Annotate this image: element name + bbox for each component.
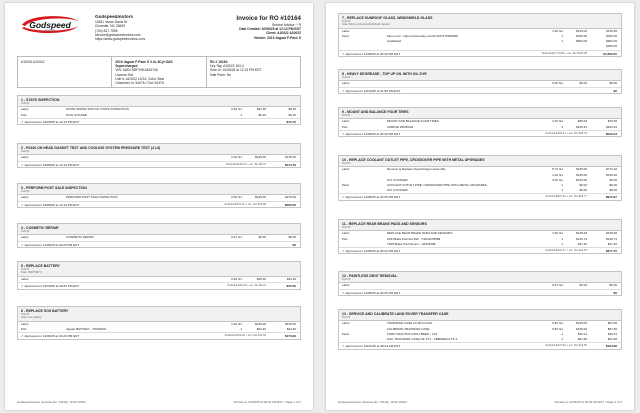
line-rate: $135.00 (576, 177, 587, 182)
job-section (338, 107, 622, 137)
job-note: Tech R (342, 315, 351, 319)
line-hours: 0.00 hrs (552, 177, 563, 182)
vehicle-line: VIN: SADCM2FV9KA616746 (115, 68, 158, 73)
line-description: ATE Brake Pad Set RW - T4D41678589 (387, 236, 441, 241)
vehicle-line: Unit #: A10022 10/14; Color: Blue (115, 76, 165, 81)
checkmark-icon: ✓ (342, 131, 346, 136)
line-description: REPLACE REAR BRAKE PADS AND SENSORS (387, 231, 453, 236)
approval-text: Approved on 11/06/25 at 04:20 PM EST (345, 290, 401, 295)
line-description: TRW Brake Pad Sensor - LR036788 (387, 241, 436, 246)
job-title: 7 - REPLACE SUNROOF GLASS, WINDSHIELD GLASS (342, 15, 433, 20)
job-header (18, 184, 300, 195)
date-created: Date Created: 10/08/25 at 12:13 PM EDT (239, 27, 301, 32)
line-hours: 1.00 hrs (231, 155, 242, 160)
line-rate: $35.00 (577, 119, 587, 124)
line-amount: $0.00 (609, 177, 617, 182)
line-amount: $0.00 (288, 235, 296, 240)
line-rate: $47.40 (577, 241, 587, 246)
shop-name: Godspeedmotors (95, 15, 134, 19)
job-footer (339, 130, 621, 137)
line-amount: $70.00 (607, 119, 617, 124)
approval-text: Approved on 11/06/25 at 04:20 PM EST (345, 131, 401, 136)
line-amount: $6.25 (288, 112, 296, 117)
job-total: $1,899.20 (603, 51, 617, 56)
checkmark-icon: ✓ (21, 284, 25, 288)
page-footer (17, 400, 301, 404)
approval-text: Approved on 10/08/25 at 12:14 PM EST (24, 119, 80, 124)
line-amount: $0.00 (609, 182, 617, 187)
line-rate: $900.00 (576, 39, 587, 44)
job-title: 13 - SERVICE AND CALIBRATE LAND ROVER TRANSFER CASE (342, 311, 449, 316)
shop-info (95, 15, 145, 41)
job-title: 2 - P0340 ON HEAD GASKET TEST AND COOLING SYSTEM PRESSURE TEST (4 L6) (21, 145, 161, 150)
job-section (17, 183, 301, 208)
line-description: windshield (387, 39, 402, 44)
job-title: 10 - REPLACE COOLANT OUTLET PIPE, CROSSOVER PIPE WITH METAL UPGRADES (342, 157, 485, 162)
line-amount: $270.00 (285, 195, 296, 200)
line-rate: $24.40 (256, 327, 266, 331)
line-hours: 4 (561, 124, 563, 129)
job-section (338, 69, 622, 94)
line-amount: $33.25 (286, 276, 296, 281)
job-total: $289.58 (284, 202, 296, 207)
approval-text: Approved on 11/06/25 at 04:20 PM EST (24, 242, 80, 247)
job-title: 1 - STATE INSPECTION (21, 97, 60, 102)
checkmark-icon: ✓ (21, 242, 25, 247)
checkmark-icon: ✓ (21, 202, 25, 207)
vehicle-line: License N/A (115, 72, 134, 77)
line-rate: $135.00 (576, 231, 587, 236)
job-note: Tech R (342, 225, 351, 229)
job-header (18, 144, 300, 155)
logo-text: Godspeed (29, 19, 71, 30)
job-title: 5 - REPLACE BATTERY (21, 263, 60, 268)
job-title: 3 - PERFORM POST SALE INSPECTION (21, 185, 87, 190)
line-hours: 0.01 hrs (231, 235, 242, 240)
line-hours: 2.00 hrs (231, 195, 242, 200)
checkmark-icon: ✓ (342, 344, 346, 349)
line-hours: 0.30 hrs (231, 107, 242, 112)
job-header (339, 70, 621, 81)
line-type: Part (21, 327, 27, 331)
line-description: Moon roof - https://www.ebay.com/itm/157175250958 (387, 34, 458, 38)
job-note: Tech R (342, 19, 351, 23)
line-description: Remove & Replace Supercharger Assembly (387, 167, 446, 172)
job-subtotal-tax: Subtotal $135.00 + est. Tax $9.79 (225, 162, 266, 166)
line-description: CALIBRATE TRANSFER CASE (387, 326, 430, 331)
approval-text: Approved on 10/16/25 at 01:58 PM EST (345, 88, 401, 93)
job-total: $15.70 (286, 119, 296, 124)
line-hours: 1 (561, 34, 563, 38)
line-description: TRANSFER CASE FLUID FLUSH (387, 321, 433, 326)
shop-address-line-2: Charlotte, NC 28269 (95, 24, 126, 29)
line-hours: 2.00 hrs (552, 119, 563, 124)
checkmark-icon: ✓ (342, 88, 346, 93)
vehicle-line: 2019 Jaguar F-Pace S 3.0L 6Cyl GAS (115, 60, 173, 64)
job-total: $377.70 (605, 248, 617, 253)
job-footer (339, 87, 621, 94)
ro-line: RO # 10164 (209, 60, 228, 64)
line-amount: $135.00 (606, 172, 617, 177)
line-description: O/C COUPLER (387, 177, 408, 182)
ro-line: Sale Psrtn: No (209, 72, 231, 77)
line-description: Jaguar BATTERY - T2N26604 (66, 327, 107, 331)
job-footer (339, 50, 621, 57)
job-note: Tech R (21, 101, 30, 105)
service-advisor: Service Advisor: * R (271, 23, 301, 27)
line-rate: $32.38 (256, 107, 266, 112)
job-subtotal-tax: Subtotal $493.64 + est. Tax $35.79 (545, 131, 587, 135)
line-amount: $900.00 (606, 39, 617, 44)
checkmark-icon: ✓ (342, 51, 346, 56)
job-subtotal-tax: Subtotal $172.39 + est. Tax $12.50 (545, 344, 587, 348)
job-note: Note: (BATTERY) (21, 270, 43, 274)
approval-status (21, 162, 79, 169)
line-amount: $350.00 (606, 44, 617, 49)
line-hours: 1.00 hrs (552, 28, 563, 33)
job-note: Tech R (21, 189, 30, 193)
job-section (17, 95, 301, 125)
job-subtotal-tax: Subtotal $33.25 + est. Tax $2.41 (227, 284, 266, 287)
line-hours: 1.00 hrs (231, 321, 242, 326)
line-type: Labor (342, 119, 350, 124)
customer-column (18, 57, 112, 87)
job-header (18, 96, 300, 107)
page-footer (338, 400, 622, 404)
job-note: Note: Moon roof and windshield cracked (342, 22, 390, 26)
job-total: $35.66 (286, 284, 296, 288)
job-total: $972.97 (605, 195, 617, 200)
line-rate: $35.00 (256, 276, 266, 281)
line-amount: $149.73 (606, 236, 617, 241)
approval-status (21, 283, 79, 290)
approval-text: Approved on 11/06/25 at 04:20 PM EST (24, 334, 80, 339)
shop-phone: (704) 817-7555 (95, 28, 118, 33)
job-header (18, 224, 300, 235)
job-header (339, 220, 621, 231)
line-amount: $16.21 (607, 331, 617, 336)
job-total: $144.79 (284, 162, 296, 167)
godspeed-logo (19, 15, 81, 35)
line-amount: $135.00 (606, 28, 617, 33)
vehicle: Vehicle: 2019 Jaguar F-Pace S (253, 35, 301, 40)
job-section (338, 271, 622, 296)
line-rate: $135.00 (576, 321, 587, 326)
invoice-page-1 (5, 3, 313, 410)
footer-printed: Printed on 11/06/25 at 09:40 AM EST - Page 1 of 2 (233, 400, 301, 404)
line-amount: $21.68 (607, 336, 617, 341)
line-rate: $135.00 (576, 167, 587, 172)
job-footer (18, 241, 300, 248)
line-amount: $67.50 (607, 326, 617, 331)
line-rate: $0.00 (579, 182, 587, 187)
line-hours: 0.50 hrs (552, 321, 563, 326)
line-hours: 1.00 hrs (552, 231, 563, 236)
footer-printed: Printed on 11/06/25 at 09:40 AM EST - Page 2 of 2 (554, 400, 622, 404)
line-amount: $0.00 (609, 283, 617, 288)
approval-text: Approved on 11/06/25 at 04:20 PM EST (345, 248, 401, 253)
line-type: Labor (342, 283, 350, 288)
job-header (339, 310, 621, 321)
line-type: Labor (21, 195, 29, 200)
job-note: Tech R (342, 75, 351, 79)
line-type: Part (21, 112, 27, 117)
approval-status (342, 51, 400, 58)
job-section (17, 306, 301, 340)
line-type: Parts (342, 182, 350, 187)
line-type: Parts (342, 331, 350, 336)
approval-text: Approved on 10/15/25 at 02:05 PM EST (24, 284, 80, 288)
job-header (18, 307, 300, 322)
line-amount: $0.00 (609, 188, 617, 193)
line-hours: 1 (240, 112, 242, 117)
line-amount: $67.50 (607, 321, 617, 326)
job-footer (339, 193, 621, 200)
line-type: Labor (21, 107, 29, 112)
job-subtotal-tax: Subtotal $332.17 + est. Tax $24.53 (545, 248, 587, 252)
line-hours: 1 (561, 331, 563, 336)
line-description: NCSI STICKER (66, 112, 88, 117)
ro-column (207, 57, 300, 87)
line-hours: 0.50 hrs (231, 276, 242, 281)
line-description: O/C COUPLER (387, 188, 408, 193)
line-hours: 0.50 hrs (552, 326, 563, 331)
job-note: Tech R (21, 229, 30, 233)
vehicle-line: Odometer In: 54476 / Out: 54476 (115, 81, 164, 86)
job-section (338, 13, 622, 57)
job-section (17, 261, 301, 290)
line-amount: $772.20 (606, 167, 617, 172)
job-title: 11 - REPLACE REAR BRAKE PADS AND SENSORS (342, 221, 427, 226)
job-section (338, 309, 622, 350)
ro-line: Time-In: 10/08/25 at 12:13 PM EDT (209, 68, 262, 73)
job-footer (339, 247, 621, 254)
line-hours: 1 (561, 236, 563, 241)
approval-status (342, 248, 400, 255)
line-amount: $24.40 (286, 327, 296, 331)
line-rate: $149.73 (576, 236, 587, 241)
line-description: AIRDIVE 255/50/20 (387, 124, 414, 129)
approval-text: Approved on 10/21/25 at 09:34 AM EST (345, 344, 401, 349)
line-hours: 1.00 hrs (552, 172, 563, 177)
line-rate: $135.00 (576, 28, 587, 33)
line-amount: $423.64 (606, 124, 617, 129)
approval-text: Approved on 11/06/25 at 04:20 PM EST (345, 51, 401, 56)
job-total: $0 (613, 290, 617, 295)
client: Client: A10022 A10022 (266, 31, 301, 36)
shop-email: service@godspeedmotors.com (95, 32, 141, 37)
line-rate: $6.25 (258, 112, 266, 117)
job-section (338, 219, 622, 254)
line-description: STATE INSPECTION NC STATE INSPECTION (66, 107, 129, 112)
job-title: 6 - REPLACE SOS BATTERY (21, 308, 69, 313)
approval-status (342, 290, 400, 297)
line-amount: $47.40 (607, 241, 617, 246)
approval-text: Approved on 10/08/25 at 12:14 PM EST (24, 162, 80, 167)
line-type: Labor (342, 28, 350, 33)
line-amount: $135.00 (285, 321, 296, 326)
line-amount: $135.00 (285, 155, 296, 160)
footer-license: Godspeedmotors (License No: 72119) - RO# 10164 (17, 400, 86, 404)
info-box (17, 56, 301, 88)
line-description: G&C TRANSFER CASE OIL TF1 - XB8MDEG4 TF-1 (387, 336, 458, 341)
invoice-header (236, 15, 301, 40)
approval-status (342, 131, 400, 138)
line-hours: 0.01 hrs (552, 283, 563, 288)
job-header (339, 156, 621, 167)
line-hours: 1 (561, 182, 563, 187)
job-subtotal-tax: Subtotal $907.20 + est. Tax $65.77 (545, 195, 587, 199)
job-note: Tech R (342, 161, 351, 165)
job-total: $0 (613, 88, 617, 93)
line-type: Labor (21, 321, 29, 326)
job-subtotal-tax: Subtotal $159.40 + est. Tax $11.56 (224, 334, 266, 338)
line-description: COSMETIC REPAIR (66, 235, 94, 240)
approval-text: Approved on 11/06/25 at 04:20 PM EST (345, 195, 401, 200)
line-hours: 1 (561, 241, 563, 246)
job-subtotal-tax: Subtotal $1,770.83 + est. Tax $128.38 (541, 51, 587, 55)
line-amount: $155.00 (606, 34, 617, 38)
line-type: Labor (342, 81, 350, 86)
job-title: 8 - HEAVY DEGREASE , TOP UP OIL WITH OIL DYE (342, 71, 427, 76)
job-subtotal-tax: Subtotal $270.00 + est. Tax $19.58 (224, 202, 266, 206)
job-header (339, 108, 621, 119)
shop-address-line-1: 11681 Vance Davis Dr (95, 20, 128, 25)
line-hours: 1 (561, 39, 563, 44)
line-type: Labor (342, 167, 350, 172)
job-title: 4 - COSMETIC REPAIR (21, 225, 59, 230)
line-hours: 1 (561, 336, 563, 341)
line-description: FORD TRACTION MOLYBDEN - XL3 (387, 331, 438, 336)
line-hours: 0.00 hrs (552, 81, 563, 86)
footer-license: Godspeedmotors (License No: 72119) - RO# 10164 (338, 400, 407, 404)
line-hours: 5.72 hrs (552, 167, 563, 172)
job-total: $170.96 (284, 334, 296, 339)
approval-status (21, 333, 79, 340)
approval-status (21, 119, 79, 126)
line-rate: $135.00 (576, 172, 587, 177)
job-footer (18, 118, 300, 125)
job-header (18, 262, 300, 277)
invoice-title: Invoice for RO #10164 (236, 15, 301, 22)
line-rate: $0.00 (579, 283, 587, 288)
job-footer (18, 332, 300, 339)
checkmark-icon: ✓ (342, 195, 346, 200)
job-footer (18, 282, 300, 289)
job-section (17, 143, 301, 168)
line-type: Part (342, 124, 348, 129)
line-rate: $0.00 (579, 81, 587, 86)
job-total: $184.89 (605, 344, 617, 349)
line-description: PERFORM POST SALE INSPECTION (66, 195, 118, 200)
line-type: Labor (21, 235, 29, 240)
approval-status (21, 202, 79, 209)
checkmark-icon: ✓ (21, 162, 25, 167)
line-rate: $135.00 (255, 155, 266, 160)
line-hours: 1 (240, 327, 242, 331)
job-header (339, 14, 621, 29)
line-type: Labor (21, 155, 29, 160)
line-rate: $135.00 (255, 321, 266, 326)
line-rate: $16.21 (577, 331, 587, 336)
line-amount: $135.00 (606, 231, 617, 236)
line-rate: $135.00 (576, 326, 587, 331)
customer-line: A10022 A10022 (21, 60, 45, 64)
line-rate: $0.00 (579, 188, 587, 193)
approval-status (342, 343, 400, 350)
line-hours: 1 (561, 188, 563, 193)
job-note: Tech R (342, 113, 351, 117)
line-type: Parts (342, 34, 350, 38)
job-note: Note: sos battery (21, 315, 42, 319)
line-rate: $105.91 (576, 124, 587, 129)
job-footer (18, 161, 300, 168)
ro-line: Key Tag: A10022 10/14 (209, 64, 244, 69)
line-rate: $155.00 (576, 34, 587, 38)
checkmark-icon: ✓ (21, 119, 25, 124)
line-amount: $0.00 (609, 81, 617, 86)
job-section (17, 223, 301, 248)
line-rate: $135.00 (255, 195, 266, 200)
job-total: $0 (292, 242, 296, 247)
job-title: 9 - MOUNT AND BALANCE FOUR TIRES (342, 109, 409, 114)
job-total: $529.43 (605, 131, 617, 136)
approval-status (342, 194, 400, 201)
line-description: COOLANT OUTLET PIPE, CROSSOVER PIPE WITH METAL UPGRADES (387, 182, 487, 187)
job-note: Tech R (21, 149, 30, 153)
vehicle-column (112, 57, 206, 87)
shop-website: https://www.godspeedmotors.com/ (95, 37, 146, 42)
job-footer (339, 289, 621, 296)
job-footer (339, 342, 621, 349)
line-type: Part (342, 236, 348, 241)
checkmark-icon: ✓ (342, 248, 346, 253)
job-note: Tech R (21, 267, 30, 271)
job-title: 12 - PAINTLESS DENT REMOVAL (342, 273, 398, 278)
job-footer (18, 201, 300, 208)
job-note: Tech R (342, 277, 351, 281)
job-section (338, 155, 622, 201)
line-type: Labor (21, 276, 29, 281)
line-type: Labor (342, 231, 350, 236)
logo-subtext: MOTORS (44, 29, 56, 33)
line-rate: $0.00 (258, 235, 266, 240)
approval-status (21, 242, 79, 249)
checkmark-icon: ✓ (21, 334, 25, 339)
vehicle-line: Supercharged (115, 64, 138, 69)
line-description: MOUNT AND BALANCE FOUR TIRES (387, 119, 439, 124)
job-header (339, 272, 621, 283)
line-rate: $21.68 (577, 336, 587, 341)
job-note: Tech R (21, 312, 30, 316)
approval-text: Approved on 10/08/25 at 12:14 PM EST (24, 202, 80, 207)
invoice-page-2 (326, 3, 634, 410)
approval-status (342, 88, 400, 95)
line-type: Labor (342, 321, 350, 326)
checkmark-icon: ✓ (342, 290, 346, 295)
line-amount: $9.45 (288, 107, 296, 112)
